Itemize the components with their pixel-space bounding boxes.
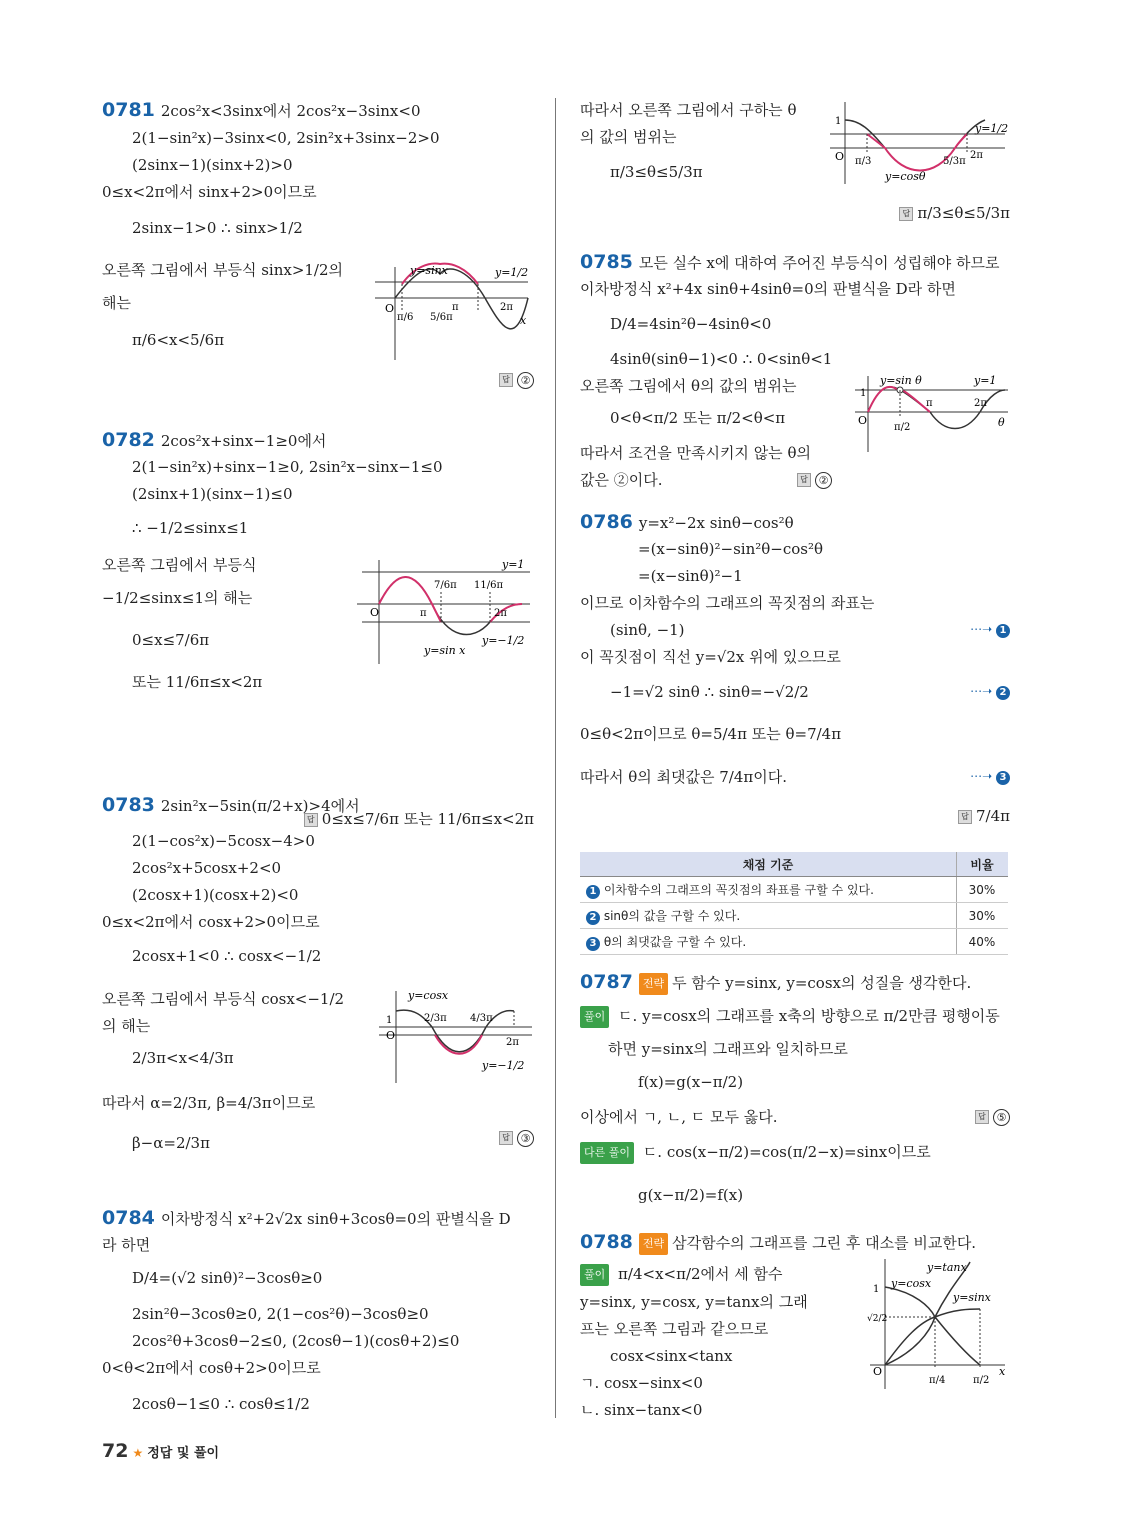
solution-line: 값은 ②이다. bbox=[580, 471, 663, 489]
solution-line: 의 해는 bbox=[102, 1017, 151, 1035]
step-marker: ⋯➝ 1 bbox=[970, 622, 1010, 638]
table-header bbox=[580, 852, 1008, 877]
solution-line: D/4=4sin²θ−4sinθ<0 bbox=[610, 315, 772, 333]
solution-line: 0<θ<π/2 또는 π/2<θ<π bbox=[610, 409, 786, 427]
answer-value: ⑤ bbox=[993, 1109, 1010, 1126]
answer-mark-icon: 답 bbox=[975, 1110, 989, 1124]
solution-line: 2cos²θ+3cosθ−2≤0, (2cosθ−1)(cosθ+2)≤0 bbox=[132, 1332, 460, 1350]
solution-line: ㄴ. sinx−tanx<0 bbox=[580, 1401, 703, 1419]
y-tick-label: 1 bbox=[873, 1284, 880, 1295]
criterion-text: sinθ의 값을 구할 수 있다. bbox=[603, 908, 741, 923]
problem-number: 0787 bbox=[580, 971, 633, 993]
tick-label: π bbox=[926, 398, 933, 409]
curve-label: y=cosθ bbox=[885, 170, 926, 183]
origin-label: O bbox=[873, 1365, 883, 1378]
step-number: 1 bbox=[586, 885, 600, 899]
answer-mark-icon: 답 bbox=[499, 1131, 513, 1145]
step-number: 2 bbox=[586, 911, 600, 925]
solution-line: π/3≤θ≤5/3π bbox=[610, 163, 703, 181]
sine-graph bbox=[850, 374, 1010, 454]
step-marker: ⋯➝ 3 bbox=[970, 769, 1010, 785]
trig-comparison-graph bbox=[865, 1257, 1010, 1392]
tick-label: 4/3π bbox=[470, 1013, 493, 1024]
tick-label: 5/3π bbox=[943, 156, 966, 167]
solution-line: 0<θ<2π에서 cosθ+2>0이므로 bbox=[102, 1359, 321, 1377]
solution-line: 2(1−cos²x)−5cosx−4>0 bbox=[132, 832, 315, 850]
tick-label: 2π bbox=[500, 302, 513, 313]
solution-line: π/6<x<5/6π bbox=[132, 331, 225, 349]
sine-graph bbox=[370, 262, 532, 362]
tick-label: π bbox=[420, 608, 427, 619]
answer bbox=[499, 1128, 534, 1147]
solution-line: 해는 bbox=[102, 294, 131, 312]
strategy-tag: 전략 bbox=[639, 1233, 668, 1255]
ratio-value: 30% bbox=[957, 877, 1009, 903]
solution-line: (2sinx+1)(sinx−1)≤0 bbox=[132, 485, 293, 503]
solution-line: 2(1−sin²x)−3sinx<0, 2sin²x+3sinx−2>0 bbox=[132, 129, 440, 147]
criterion-text: θ의 최댓값을 구할 수 있다. bbox=[603, 934, 747, 949]
y-tick-label: √2/2 bbox=[867, 1314, 888, 1324]
solution-line: 0≤x<2π에서 sinx+2>0이므로 bbox=[102, 183, 317, 201]
curve-label: y=sin θ bbox=[880, 374, 922, 387]
solution-line: y=sinx, y=cosx, y=tanx의 그래 bbox=[580, 1293, 808, 1311]
answer-mark-icon: 답 bbox=[304, 813, 318, 827]
solution-line: π/4<x<π/2에서 세 함수 bbox=[618, 1265, 783, 1283]
solution-line: −1=√2 sinθ ∴ sinθ=−√2/2 bbox=[610, 683, 809, 701]
column-header: 비율 bbox=[957, 852, 1009, 877]
cosine-graph bbox=[825, 100, 1010, 186]
solution-line: 삼각함수의 그래프를 그린 후 대소를 비교한다. bbox=[672, 1234, 977, 1252]
tick-label: π/2 bbox=[973, 1375, 990, 1386]
solution-line: 2(1−sin²x)+sinx−1≥0, 2sin²x−sinx−1≤0 bbox=[132, 458, 443, 476]
x-axis-label: x bbox=[999, 1365, 1006, 1378]
solution-line: 0≤θ<2π이므로 θ=5/4π 또는 θ=7/4π bbox=[580, 725, 842, 743]
tick-label: 11/6π bbox=[474, 580, 504, 591]
solution-line: 2cosx+1<0 ∴ cosx<−1/2 bbox=[132, 947, 322, 965]
solution-line: 따라서 α=2/3π, β=4/3π이므로 bbox=[102, 1094, 316, 1112]
solution-line: =(x−sinθ)²−sin²θ−cos²θ bbox=[638, 540, 824, 558]
line-label: y=1/2 bbox=[975, 122, 1009, 135]
solution-line: g(x−π/2)=f(x) bbox=[638, 1186, 744, 1204]
solution-line: 이상에서 ㄱ, ㄴ, ㄷ 모두 옳다. bbox=[580, 1108, 778, 1126]
tick-label: 2π bbox=[970, 150, 983, 161]
solution-line: cosx<sinx<tanx bbox=[610, 1347, 733, 1365]
solution-line: 2sin²θ−3cosθ≥0, 2(1−cos²θ)−3cosθ≥0 bbox=[132, 1305, 429, 1323]
solution-line: 2cos²x<3sinx에서 2cos²x−3sinx<0 bbox=[160, 102, 421, 120]
answer-value: π/3≤θ≤5/3π bbox=[917, 204, 1010, 222]
solution-line: ㄷ. cos(x−π/2)=cos(π/2−x)=sinx이므로 bbox=[642, 1143, 931, 1161]
problem-number: 0783 bbox=[102, 794, 155, 816]
answer-value: ② bbox=[517, 372, 534, 389]
table-row bbox=[580, 877, 1008, 903]
solution-line: D/4=(√2 sinθ)²−3cosθ≥0 bbox=[132, 1269, 323, 1287]
origin-label: O bbox=[385, 302, 395, 315]
line-label: y=1/2 bbox=[495, 266, 529, 279]
solution-line: 하면 y=sinx의 그래프와 일치하므로 bbox=[608, 1040, 848, 1058]
answer bbox=[499, 370, 534, 389]
tick-label: 5/6π bbox=[430, 312, 453, 323]
ratio-value: 40% bbox=[957, 929, 1009, 955]
solution-line: 2cosθ−1≤0 ∴ cosθ≤1/2 bbox=[132, 1395, 310, 1413]
answer-value: 7/4π bbox=[976, 807, 1010, 825]
answer bbox=[797, 470, 832, 489]
tick-label: π bbox=[452, 302, 459, 313]
step-number: 3 bbox=[586, 937, 600, 951]
solution-line: 프는 오른쪽 그림과 같으므로 bbox=[580, 1320, 769, 1338]
answer bbox=[899, 204, 1010, 222]
solution-line: 따라서 θ의 최댓값은 7/4π이다. bbox=[580, 768, 788, 786]
tick-label: 2π bbox=[974, 398, 987, 409]
solution-line: 이므로 이차함수의 그래프의 꼭짓점의 좌표는 bbox=[580, 594, 875, 612]
curve-label: y=cosx bbox=[408, 989, 449, 1002]
problem-number: 0781 bbox=[102, 99, 155, 121]
curve-label: y=sinx bbox=[953, 1291, 991, 1304]
origin-label: O bbox=[835, 150, 845, 163]
step-number: 2 bbox=[996, 686, 1010, 700]
solution-line: 오른쪽 그림에서 부등식 sinx>1/2의 bbox=[102, 261, 344, 279]
solution-line: 이차방정식 x²+4x sinθ+4sinθ=0의 판별식을 D라 하면 bbox=[580, 280, 956, 298]
origin-label: O bbox=[386, 1029, 396, 1042]
ratio-value: 30% bbox=[957, 903, 1009, 929]
y-tick-label: 1 bbox=[860, 388, 867, 399]
solution-line: ㄷ. y=cosx의 그래프를 x축의 방향으로 π/2만큼 평행이동 bbox=[618, 1007, 1000, 1025]
answer bbox=[958, 807, 1010, 825]
answer-mark-icon: 답 bbox=[899, 207, 913, 221]
tick-label: 2π bbox=[506, 1037, 519, 1048]
footer-label: 정답 및 풀이 bbox=[147, 1446, 220, 1461]
curve-label: y=tanx bbox=[927, 1261, 967, 1274]
solution-line: 이 꼭짓점이 직선 y=√2x 위에 있으므로 bbox=[580, 648, 841, 666]
answer-mark-icon: 답 bbox=[797, 473, 811, 487]
solution-tag: 풀이 bbox=[580, 1006, 609, 1028]
tick-label: 2π bbox=[494, 608, 507, 619]
solution-line: 또는 11/6π≤x<2π bbox=[132, 673, 263, 691]
solution-line: 2sinx−1>0 ∴ sinx>1/2 bbox=[132, 219, 303, 237]
line-label: y=−1/2 bbox=[482, 1059, 525, 1072]
solution-line: 따라서 오른쪽 그림에서 구하는 θ bbox=[580, 101, 797, 119]
origin-label: O bbox=[370, 606, 380, 619]
answer-mark-icon: 답 bbox=[958, 810, 972, 824]
step-marker: ⋯➝ 2 bbox=[970, 684, 1010, 700]
solution-line: β−α=2/3π bbox=[132, 1134, 210, 1152]
criterion-text: 이차함수의 그래프의 꼭짓점의 좌표를 구할 수 있다. bbox=[603, 882, 874, 897]
solution-line: 두 함수 y=sinx, y=cosx의 성질을 생각한다. bbox=[672, 974, 972, 992]
solution-line: (2cosx+1)(cosx+2)<0 bbox=[132, 886, 299, 904]
solution-line: 4sinθ(sinθ−1)<0 ∴ 0<sinθ<1 bbox=[610, 350, 833, 368]
solution-line: =(x−sinθ)²−1 bbox=[638, 567, 743, 585]
line-label: y=1 bbox=[502, 558, 525, 571]
solution-line: 2cos²x+sinx−1≥0에서 bbox=[160, 432, 327, 450]
solution-tag: 풀이 bbox=[580, 1264, 609, 1286]
solution-line: 오른쪽 그림에서 부등식 bbox=[102, 556, 257, 574]
problem-number: 0785 bbox=[580, 251, 633, 273]
answer-mark-icon: 답 bbox=[499, 373, 513, 387]
solution-line: 2/3π<x<4/3π bbox=[132, 1049, 234, 1067]
tick-label: 2/3π bbox=[424, 1013, 447, 1024]
solution-line: f(x)=g(x−π/2) bbox=[638, 1073, 744, 1091]
y-tick-label: 1 bbox=[386, 1015, 393, 1026]
tick-label: π/4 bbox=[929, 1375, 946, 1386]
solution-line: ∴ −1/2≤sinx≤1 bbox=[132, 519, 249, 537]
solution-line: (2sinx−1)(sinx+2)>0 bbox=[132, 156, 293, 174]
solution-line: 0≤x<2π에서 cosx+2>0이므로 bbox=[102, 913, 320, 931]
cosine-graph bbox=[374, 989, 534, 1085]
curve-label: y=cosx bbox=[891, 1277, 932, 1290]
solution-line: y=x²−2x sinθ−cos²θ bbox=[638, 514, 794, 532]
problem-number: 0786 bbox=[580, 511, 633, 533]
page-number: 72 bbox=[102, 1440, 129, 1462]
answer-value: 0≤x≤7/6π 또는 11/6π≤x<2π bbox=[321, 810, 534, 828]
step-number: 1 bbox=[996, 624, 1010, 638]
curve-label: y=sinx bbox=[410, 264, 448, 277]
answer bbox=[975, 1107, 1010, 1126]
column-header: 채점 기준 bbox=[580, 852, 957, 877]
page-footer bbox=[102, 1440, 219, 1462]
tick-label: π/2 bbox=[894, 422, 911, 433]
strategy-tag: 전략 bbox=[639, 973, 668, 995]
origin-label: O bbox=[858, 414, 868, 427]
table-row bbox=[580, 929, 1008, 955]
star-icon: ★ bbox=[132, 1446, 144, 1460]
tick-label: 7/6π bbox=[434, 580, 457, 591]
tick-label: π/3 bbox=[855, 156, 872, 167]
solution-line: 2sin²x−5sin(π/2+x)>4에서 bbox=[160, 797, 360, 815]
solution-line: 라 하면 bbox=[102, 1236, 151, 1254]
answer-value: ② bbox=[815, 472, 832, 489]
x-axis-label: θ bbox=[998, 416, 1005, 429]
solution-line: 오른쪽 그림에서 부등식 cosx<−1/2 bbox=[102, 990, 345, 1008]
x-axis-label: x bbox=[520, 314, 527, 327]
curve-label: y=sin x bbox=[424, 644, 466, 657]
answer-value: ③ bbox=[517, 1130, 534, 1147]
step-number: 3 bbox=[996, 771, 1010, 785]
problem-number: 0788 bbox=[580, 1231, 633, 1253]
solution-line: (sinθ, −1) bbox=[610, 621, 685, 639]
problem-number: 0782 bbox=[102, 429, 155, 451]
tick-label: π/6 bbox=[397, 312, 414, 323]
line-label: y=1 bbox=[974, 374, 997, 387]
solution-line: 이차방정식 x²+2√2x sinθ+3cosθ=0의 판별식을 D bbox=[160, 1210, 511, 1228]
solution-line: −1/2≤sinx≤1의 해는 bbox=[102, 589, 253, 607]
y-tick-label: 1 bbox=[835, 116, 842, 127]
line-label: y=−1/2 bbox=[482, 634, 525, 647]
column-divider bbox=[555, 98, 556, 1418]
solution-line: ㄱ. cosx−sinx<0 bbox=[580, 1374, 703, 1392]
alt-solution-tag: 다른 풀이 bbox=[580, 1142, 634, 1164]
solution-line: 모든 실수 x에 대하여 주어진 부등식이 성립해야 하므로 bbox=[638, 254, 1000, 272]
solution-line: 2cos²x+5cosx+2<0 bbox=[132, 859, 282, 877]
problem-number: 0784 bbox=[102, 1207, 155, 1229]
solution-line: 의 값의 범위는 bbox=[580, 128, 677, 146]
table-row bbox=[580, 903, 1008, 929]
solution-line: 0≤x≤7/6π bbox=[132, 631, 210, 649]
solution-line: 오른쪽 그림에서 θ의 값의 범위는 bbox=[580, 377, 797, 395]
grading-table bbox=[580, 852, 1008, 955]
solution-line: 따라서 조건을 만족시키지 않는 θ의 bbox=[580, 444, 811, 462]
sine-graph bbox=[352, 558, 532, 666]
